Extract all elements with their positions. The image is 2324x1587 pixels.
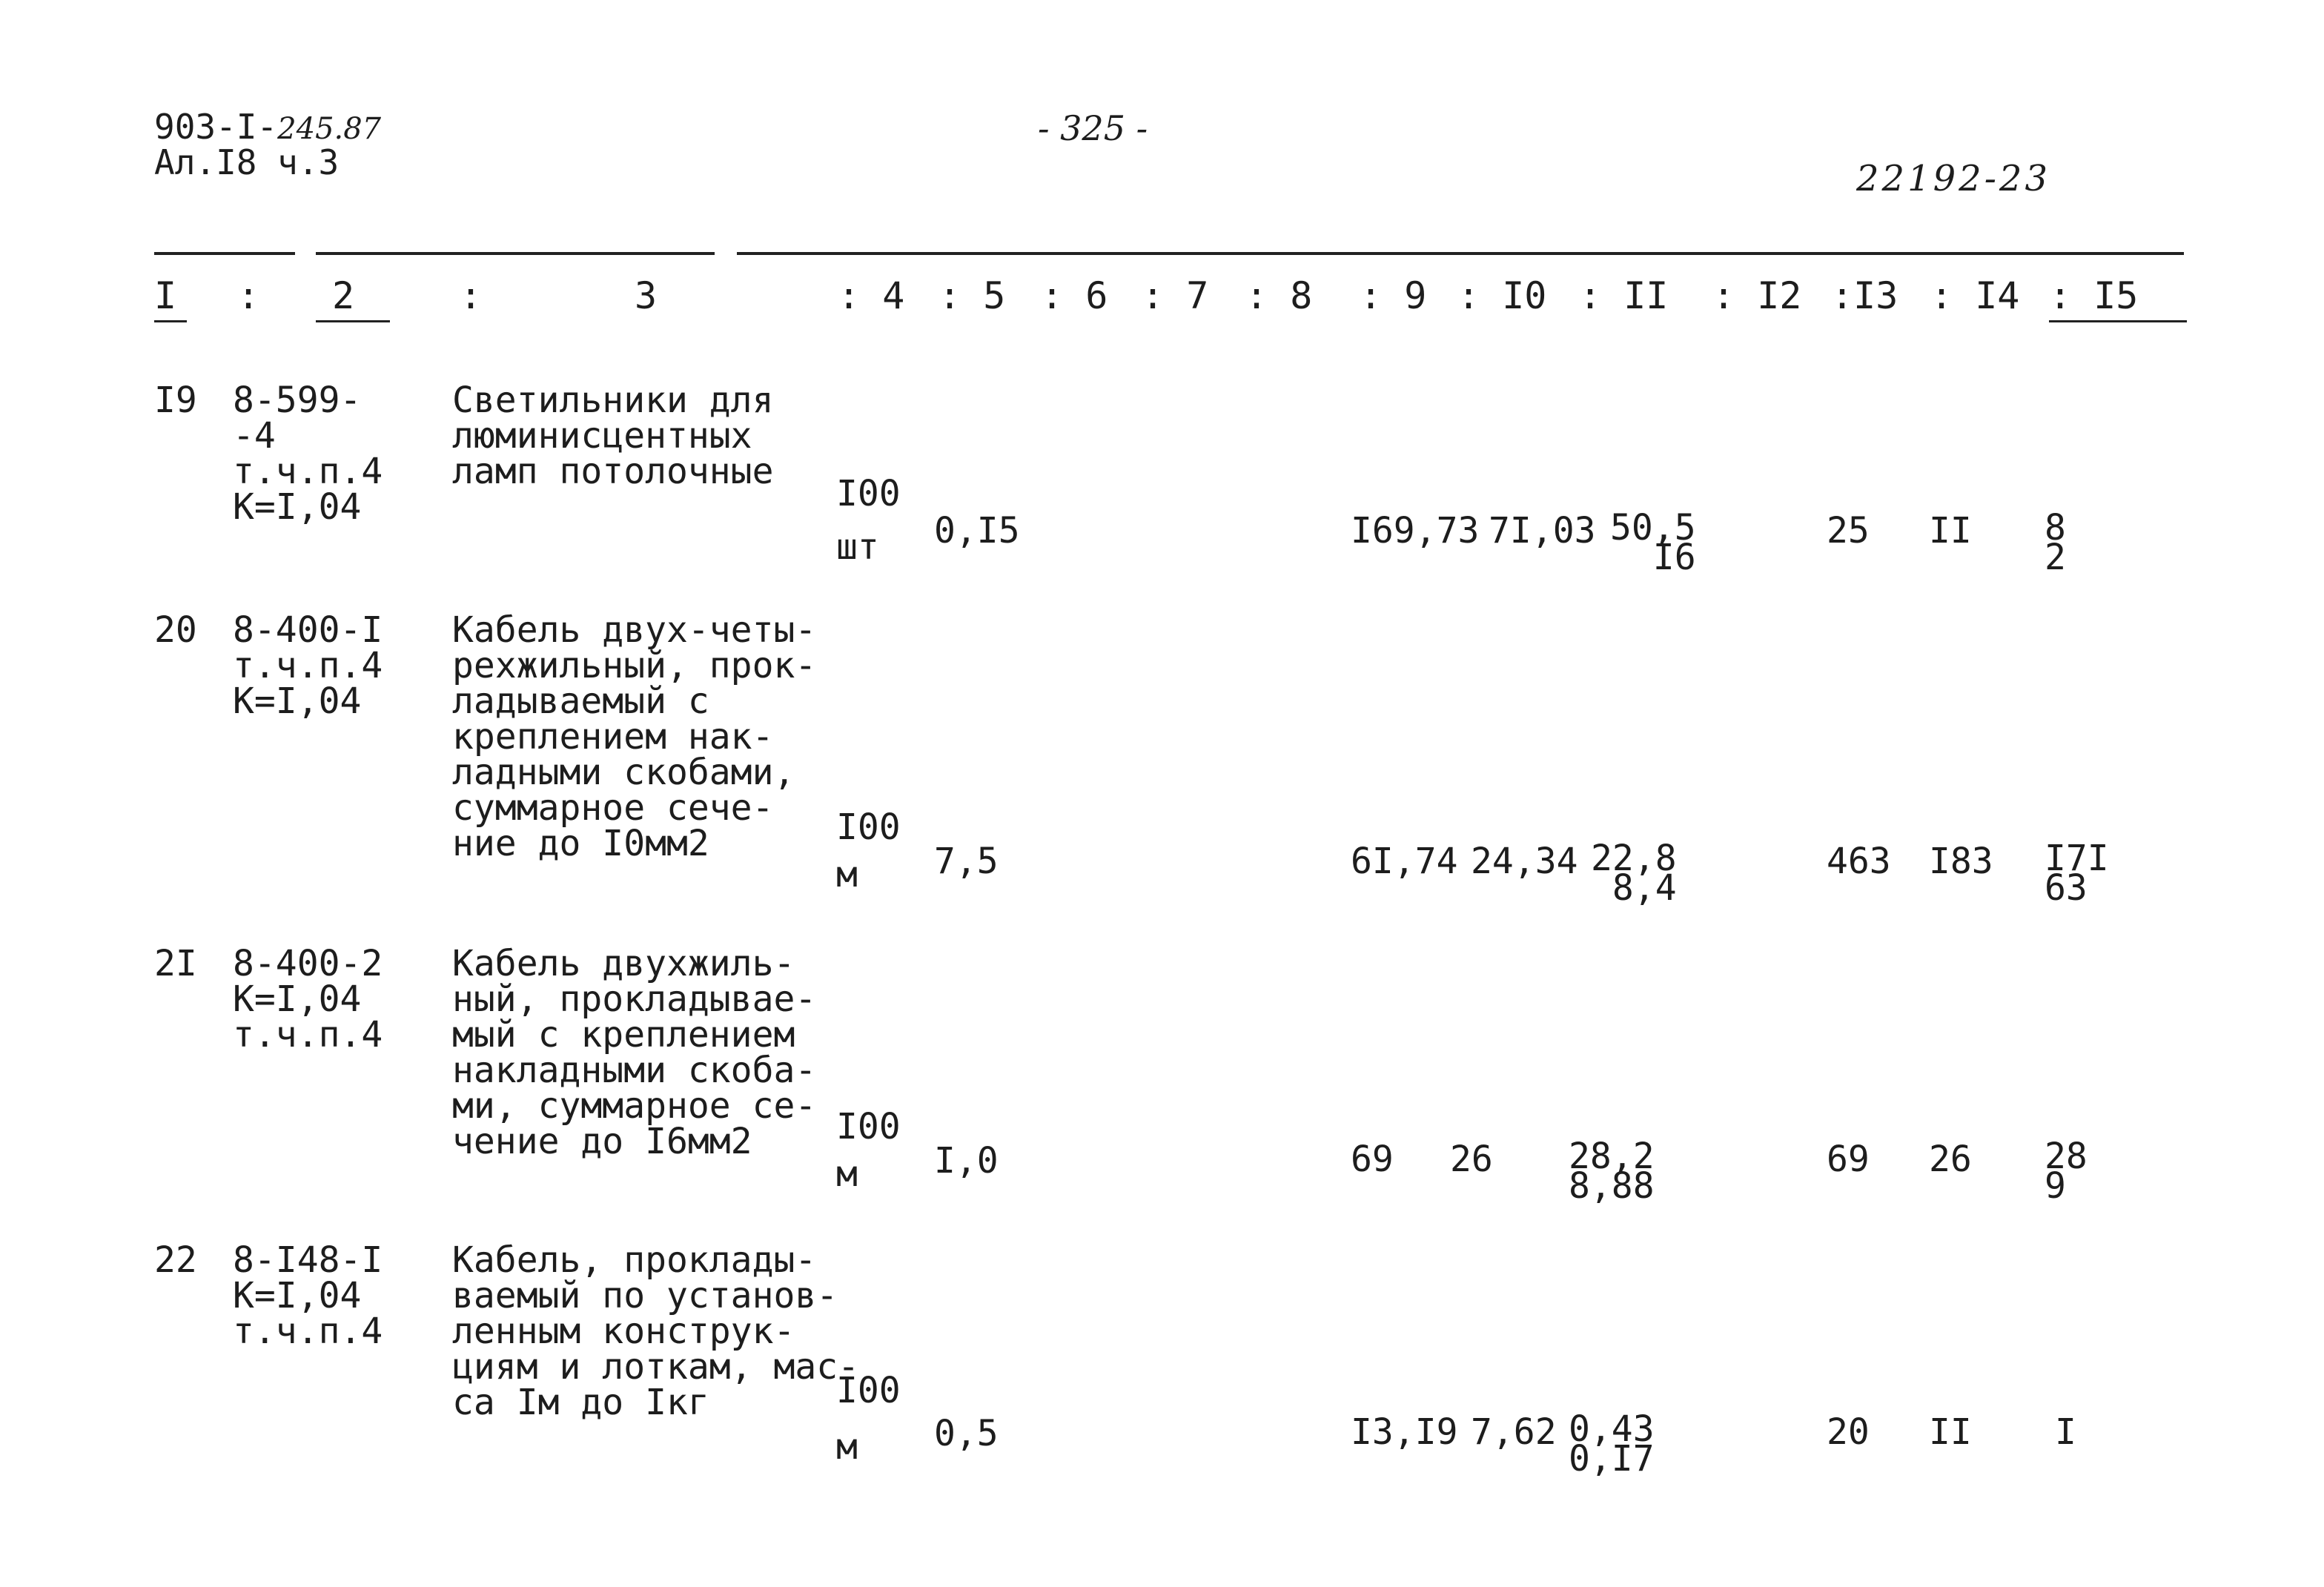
row-description: Кабель двух-четы- рехжильный, прок- ладываемый с креплением нак- ладными скобами, суммарное сече- ние до I0мм2	[452, 609, 817, 864]
row-number: 22	[154, 1239, 197, 1281]
row-col9: I3,I9	[1351, 1411, 1458, 1453]
row-code: 8-400-I т.ч.п.4 К=I,04	[233, 609, 383, 722]
row-col11: 0,43 0,I7	[1569, 1408, 1655, 1480]
top-rule-3	[737, 252, 2184, 255]
row-col14: II	[1929, 510, 1972, 551]
row-unit-qty: I00	[836, 806, 901, 848]
row-col13: 20	[1827, 1411, 1870, 1453]
row-col15: I	[2055, 1411, 2076, 1453]
col-header-1: I	[154, 274, 177, 317]
col-header-8: : 8	[1245, 274, 1313, 317]
row-quantity: 7,5	[934, 841, 999, 882]
top-rule-1	[154, 252, 295, 255]
doc-code-text: 903-I-	[154, 107, 278, 147]
col-header-7: : 7	[1142, 274, 1209, 317]
top-rule-2	[316, 252, 715, 255]
col-header-9: : 9	[1360, 274, 1427, 317]
row-col13: 25	[1827, 510, 1870, 551]
row-code: 8-599- -4 т.ч.п.4 К=I,04	[233, 380, 383, 528]
row-code: 8-400-2 К=I,04 т.ч.п.4	[233, 943, 383, 1056]
doc-code-handwritten: 245.87	[277, 112, 382, 146]
row-col10: 26	[1450, 1139, 1493, 1180]
col-header-15: : I5	[2049, 274, 2139, 317]
under-rule-15	[2049, 320, 2187, 322]
row-number: I9	[154, 380, 197, 421]
row-code: 8-I48-I К=I,04 т.ч.п.4	[233, 1239, 383, 1352]
col-header-sep: :	[460, 274, 483, 317]
col-header-6: : 6	[1041, 274, 1108, 317]
col-header-13: :I3	[1831, 274, 1898, 317]
row-unit-qty: I00	[836, 473, 901, 514]
row-col13: 69	[1827, 1139, 1870, 1180]
row-col11: 22,8 8,4	[1591, 838, 1677, 909]
col-header-2: 2	[332, 274, 355, 317]
row-col11: 28,2 8,88	[1569, 1136, 1655, 1207]
doc-code	[154, 107, 382, 147]
col-header-14: : I4	[1930, 274, 2020, 317]
row-quantity: 0,5	[934, 1413, 999, 1454]
row-description: Светильники для люминисцентных ламп потолочные	[452, 380, 774, 492]
col-header-5: : 5	[938, 274, 1006, 317]
row-col15: 28 9	[2045, 1136, 2088, 1207]
row-col15: 8 2	[2045, 507, 2066, 578]
col-header-11: : II	[1579, 274, 1669, 317]
col-header-10: : I0	[1457, 274, 1547, 317]
col-header-sep: :	[237, 274, 260, 317]
row-unit: м	[836, 1153, 858, 1195]
row-number: 2I	[154, 943, 197, 984]
archive-number: 22192-23	[1856, 158, 2050, 199]
row-col14: II	[1929, 1411, 1972, 1453]
under-rule-1	[154, 320, 187, 322]
row-col10: 24,34	[1471, 841, 1578, 882]
row-col9: 69	[1351, 1139, 1394, 1180]
row-quantity: I,0	[934, 1140, 999, 1182]
row-col10: 7,62	[1471, 1411, 1557, 1453]
row-col13: 463	[1827, 841, 1891, 882]
row-col11: 50,5 I6	[1610, 507, 1696, 578]
row-description: Кабель, проклады- ваемый по установ- ленным конструк- циям и лоткам, мас- са Iм до Iкг	[452, 1239, 860, 1423]
row-unit-qty: I00	[836, 1106, 901, 1147]
row-unit: м	[836, 854, 858, 895]
page-number: - 325 -	[1038, 108, 1148, 148]
album-label: Ал.I8 ч.3	[154, 142, 340, 182]
row-number: 20	[154, 609, 197, 651]
row-unit-qty: I00	[836, 1370, 901, 1411]
col-header-3: 3	[635, 274, 658, 317]
row-unit: м	[836, 1426, 858, 1468]
col-header-12: : I2	[1712, 274, 1802, 317]
col-header-4: : 4	[838, 274, 905, 317]
row-description: Кабель двухжиль- ный, прокладывае- мый с креплением накладными скоба- ми, суммарное се- чение до I6мм2	[452, 943, 817, 1162]
row-col14: I83	[1929, 841, 1993, 882]
row-col9: 6I,74	[1351, 841, 1458, 882]
row-col10: 7I,03	[1489, 510, 1596, 551]
row-col9: I69,73	[1351, 510, 1480, 551]
row-col15: I7I 63	[2045, 838, 2109, 909]
under-rule-2	[316, 320, 390, 322]
row-unit: шт	[836, 526, 879, 568]
row-quantity: 0,I5	[934, 510, 1020, 551]
row-col14: 26	[1929, 1139, 1972, 1180]
